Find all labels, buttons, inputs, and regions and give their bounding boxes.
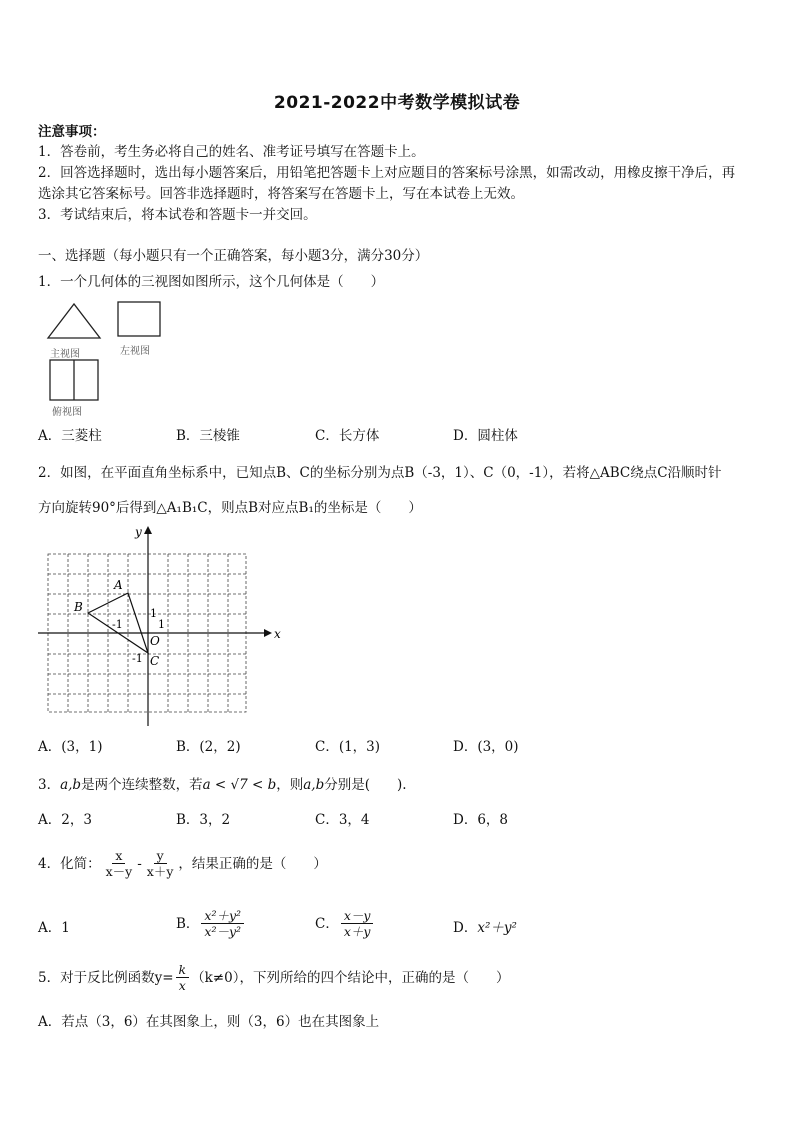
q1-option-b[interactable]: B．三棱锥 — [176, 428, 240, 444]
section-heading: 一、选择题（每小题只有一个正确答案，每小题3分，满分30分） — [38, 248, 429, 264]
q2-line-2: 方向旋转90°后得到△A₁B₁C，则点B对应点B₁的坐标是（ ） — [38, 500, 422, 516]
left-view-rect — [118, 302, 160, 336]
notice-heading: 注意事项： — [38, 124, 106, 140]
q1-option-c[interactable]: C．长方体 — [315, 428, 380, 444]
q3-option-d[interactable]: D．6，8 — [453, 812, 509, 828]
q4-fraction-1: $\frac{x}{x-y}$ — [105, 848, 133, 879]
front-view-label: 主视图 — [50, 349, 80, 360]
q2-option-b[interactable]: B．(2，2) — [176, 739, 241, 755]
q5-stem — [38, 962, 509, 993]
x-tick-1: 1 — [158, 618, 165, 631]
q1-option-a[interactable]: A．三菱柱 — [38, 428, 102, 444]
y-tick-neg1: -1 — [132, 652, 143, 665]
q4-option-d[interactable]: D．x²＋y² — [453, 920, 517, 936]
q5-option-a[interactable]: A．若点（3，6）在其图象上，则（3，6）也在其图象上 — [38, 1014, 380, 1030]
q3-option-a[interactable]: A．2，3 — [38, 812, 92, 828]
x-axis-label: x — [274, 627, 281, 641]
q2-option-a[interactable]: A．(3，1) — [38, 739, 103, 755]
q4-option-c[interactable]: C． $\frac{x-y}{x+y}$ — [315, 908, 375, 939]
q3-number: 3． — [38, 777, 61, 793]
origin-label: O — [150, 634, 160, 648]
q5-suffix: （k≠0），下列所给的四个结论中，正确的是（ ） — [191, 969, 510, 986]
q1-stem: 1．一个几何体的三视图如图所示，这个几何体是（ ） — [38, 274, 385, 290]
q3-text: 是两个连续整数，若 — [81, 777, 203, 793]
q4-suffix: ，结果正确的是（ ） — [178, 855, 327, 872]
q2-line-1: 2．如图，在平面直角坐标系中，已知点B、C的坐标分别为点B（-3，1）、C（0，-1），若将△ABC绕点C沿顺时针 — [38, 465, 722, 481]
point-a-label: A — [114, 578, 123, 592]
notice-item-1: 1．答卷前，考生务必将自己的姓名、准考证号填写在答题卡上。 — [38, 144, 425, 160]
left-view-label: 左视图 — [120, 346, 150, 357]
q1-option-d[interactable]: D．圆柱体 — [453, 428, 518, 444]
y-tick-1: 1 — [150, 607, 157, 620]
q2-option-d[interactable]: D．(3，0) — [453, 739, 519, 755]
q4-minus: - — [137, 855, 142, 872]
q3-option-b[interactable]: B．3，2 — [176, 812, 231, 828]
notice-item-2: 2．回答选择题时，选出每小题答案后，用铅笔把答题卡上对应题目的答案标号涂黑，如需改动，用橡皮擦干净后，再 — [38, 165, 736, 181]
q2-option-c[interactable]: C．(1，3) — [315, 739, 381, 755]
q3-stem — [38, 775, 407, 795]
q4-prefix: 4．化简： — [38, 855, 101, 872]
front-view-triangle — [48, 304, 100, 338]
top-view-label: 俯视图 — [52, 407, 82, 418]
q3-text-2: ，则 — [276, 777, 304, 793]
q4-stem — [38, 848, 327, 879]
q2-coordinate-graph — [36, 522, 286, 728]
q5-prefix: 5．对于反比例函数y= — [38, 969, 174, 986]
q3-var-ab-2: a,b — [303, 777, 325, 793]
q3-option-c[interactable]: C．3，4 — [315, 812, 370, 828]
q4-option-b[interactable]: B． $\frac{\text{x²＋y²}}{\text{x²－y²}}$ — [176, 908, 246, 939]
x-tick-neg1: -1 — [112, 618, 123, 631]
q5-fraction: $\frac{k}{x}$ — [176, 962, 190, 993]
point-b-label: B — [74, 600, 83, 614]
notice-item-2-cont: 选涂其它答案标号。回答非选择题时，将答案写在答题卡上，写在本试卷上无效。 — [38, 186, 524, 202]
page-title: 2021-2022中考数学模拟试卷 — [273, 93, 521, 113]
q3-inequality: a < √7 < b — [202, 777, 277, 793]
q4-option-a[interactable]: A．1 — [38, 920, 70, 936]
q3-var-ab: a,b — [60, 777, 82, 793]
notice-item-3: 3．考试结束后，将本试卷和答题卡一并交回。 — [38, 207, 317, 223]
y-axis-label: y — [135, 525, 142, 539]
q3-suffix: 分别是( ). — [324, 777, 407, 793]
q4-fraction-2: $\frac{y}{x+y}$ — [146, 848, 174, 879]
point-c-label: C — [150, 654, 160, 668]
